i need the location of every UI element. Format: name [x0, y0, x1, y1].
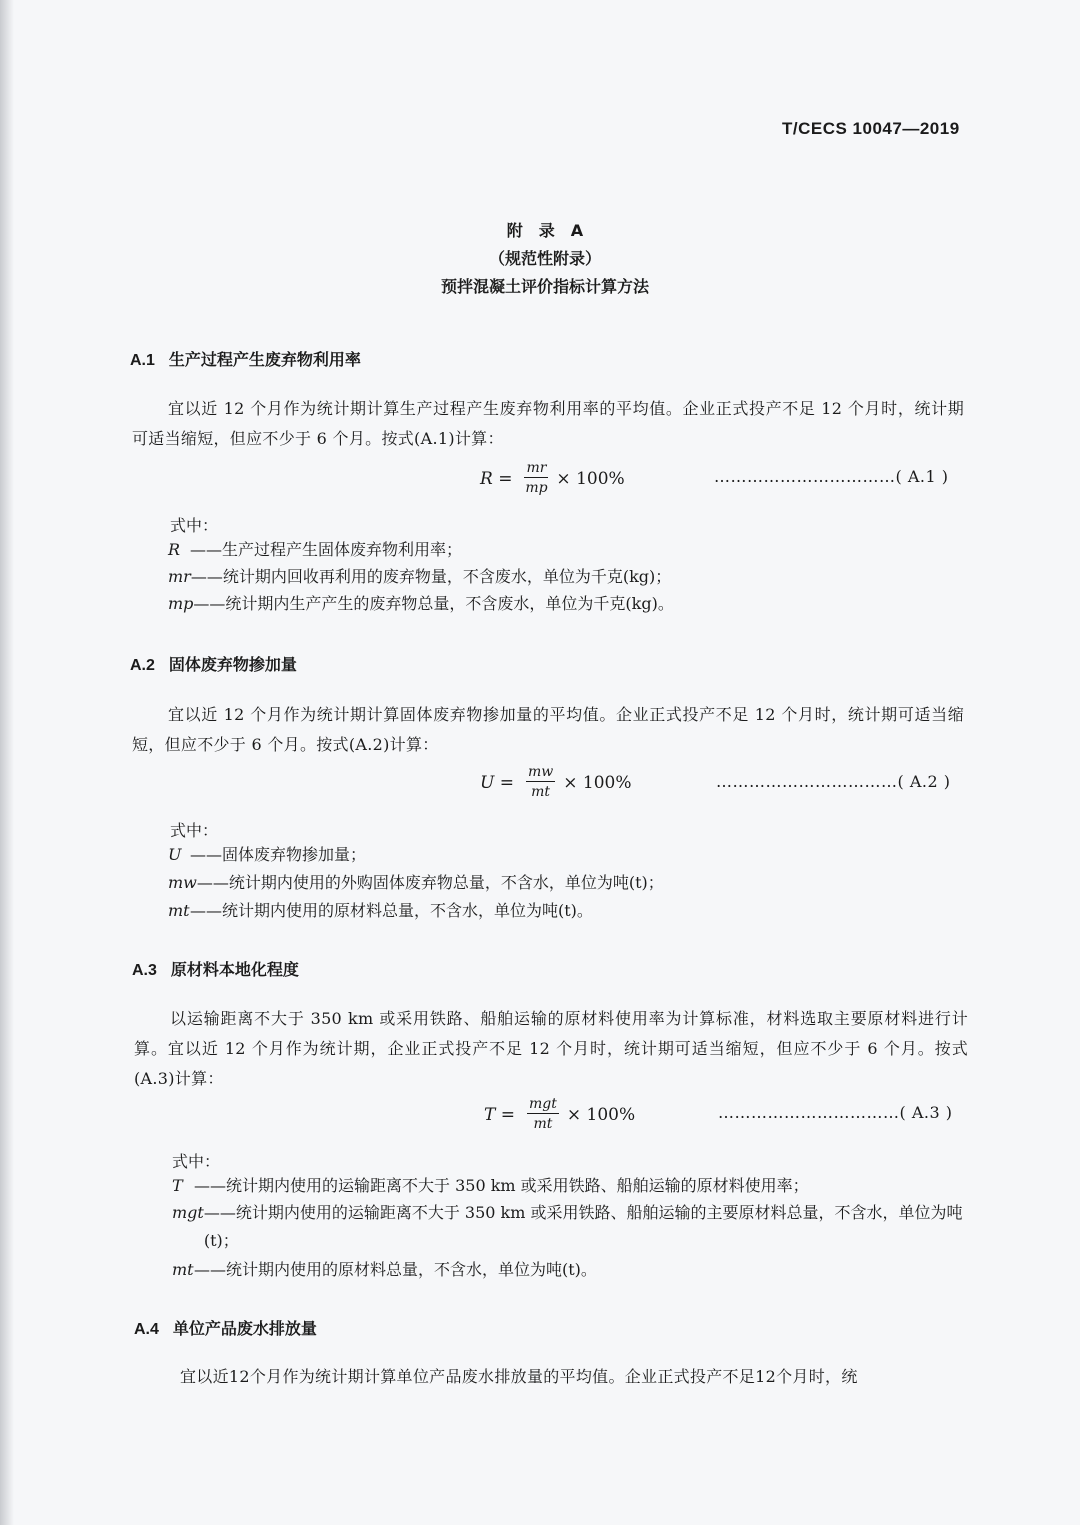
definition-item: [172, 1199, 964, 1255]
standard-number: T/CECS 10047—2019: [782, 119, 960, 138]
where-label: 式中：: [170, 516, 219, 535]
formula-fraction: [524, 460, 548, 497]
formula-a2: [480, 764, 632, 801]
formula-a3: [484, 1096, 635, 1133]
formula-lhs: R =: [480, 468, 513, 489]
definition-text: ——统计期内使用的运输距离不大于 350 km 或采用铁路、船舶运输的原材料使用率；: [194, 1176, 809, 1195]
section-heading-a4: [134, 1316, 317, 1339]
definition-symbol: mgt: [172, 1203, 204, 1222]
definition-text: ——统计期内生产产生的废弃物总量，不含废水，单位为千克(kg)。: [193, 594, 674, 613]
section-number: A.4: [134, 1321, 159, 1338]
section-title: 单位产品废水排放量: [172, 1319, 317, 1338]
definition-text: ——统计期内使用的运输距离不大于 350 km 或采用铁路、船舶运输的主要原材料总量，不含水，单位为吨(t)；: [203, 1203, 963, 1250]
definition-item: [168, 869, 664, 897]
section-heading-a3: [132, 957, 299, 980]
equation-number: ……………………………( A.2 ): [716, 772, 951, 791]
definition-text: ——统计期内使用的外购固体废弃物总量，不含水，单位为吨(t)；: [196, 873, 664, 892]
formula-fraction: [526, 764, 555, 801]
section-title: 固体废弃物掺加量: [168, 655, 297, 674]
formula-a1: [480, 460, 625, 497]
appendix-heading: 预拌混凝土评价指标计算方法: [440, 277, 649, 296]
equation-number: ……………………………( A.3 ): [718, 1103, 953, 1122]
definition-symbol: mp: [168, 594, 194, 613]
definition-symbol: mt: [172, 1260, 194, 1279]
section-heading-a1: [130, 347, 361, 370]
definition-text: ——生产过程产生固体废弃物利用率；: [190, 540, 463, 559]
formula-multiplier: × 100%: [566, 1104, 636, 1125]
definition-text: ——统计期内使用的原材料总量，不含水，单位为吨(t)。: [194, 1260, 597, 1279]
formula-fraction: [527, 1096, 559, 1133]
definition-text: ——统计期内回收再利用的废弃物量，不含废水，单位为千克(kg)；: [190, 567, 672, 586]
definition-item: [168, 590, 674, 618]
definition-item: [172, 1256, 597, 1284]
section-title: 原材料本地化程度: [170, 960, 299, 979]
section-paragraph: 宜以近 12 个月作为统计期计算固体废弃物掺加量的平均值。企业正式投产不足 12 个月时，统计期可适当缩短，但应不少于 6 个月。按式(A.2)计算：: [132, 705, 964, 754]
definition-text: ——统计期内使用的原材料总量，不含水，单位为吨(t)。: [190, 901, 593, 920]
definition-symbol: R: [168, 540, 181, 559]
where-label: 式中：: [170, 821, 219, 840]
section-paragraph: 以运输距离不大于 350 km 或采用铁路、船舶运输的原材料使用率为计算标准，材料选取主要原材料进行计算。宜以近 12 个月作为统计期，企业正式投产不足 12 个月时，统计期可适当缩短，但应不少于 6 个月。按式(A.3)计算：: [134, 1009, 968, 1088]
appendix-title: 附 录 A: [506, 221, 584, 240]
formula-numerator: mw: [527, 764, 554, 780]
definition-symbol: mw: [168, 873, 197, 892]
definition-text: ——固体废弃物掺加量；: [190, 845, 367, 864]
formula-multiplier: × 100%: [556, 468, 625, 489]
formula-numerator: mgt: [529, 1096, 557, 1112]
definition-item: [168, 536, 462, 564]
where-label: 式中：: [172, 1152, 221, 1171]
equation-number: ……………………………( A.1 ): [714, 467, 949, 486]
formula-lhs: T =: [484, 1104, 515, 1125]
definition-item: [168, 841, 366, 869]
appendix-subtitle: （规范性附录）: [488, 249, 601, 268]
section-number: A.2: [130, 657, 155, 674]
definition-item: [168, 563, 671, 591]
section-paragraph: 宜以近 12 个月作为统计期计算生产过程产生废弃物利用率的平均值。企业正式投产不足 12 个月时，统计期可适当缩短，但应不少于 6 个月。按式(A.1)计算：: [132, 399, 964, 448]
definition-symbol: U: [168, 845, 182, 864]
section-title: 生产过程产生废弃物利用率: [168, 350, 361, 369]
section-number: A.1: [130, 352, 155, 369]
definition-item: [172, 1172, 809, 1200]
section-heading-a2: [130, 652, 297, 675]
formula-denominator: mt: [531, 784, 551, 800]
formula-denominator: mt: [533, 1116, 553, 1132]
section-number: A.3: [132, 962, 157, 979]
formula-multiplier: × 100%: [563, 772, 632, 793]
formula-denominator: mp: [525, 480, 548, 496]
definition-symbol: T: [172, 1176, 183, 1195]
definition-symbol: mr: [168, 567, 191, 586]
definition-symbol: mt: [168, 901, 190, 920]
section-paragraph: 宜以近12个月作为统计期计算单位产品废水排放量的平均值。企业正式投产不足12个月时，统: [180, 1367, 858, 1386]
formula-numerator: mr: [526, 460, 547, 476]
formula-lhs: U =: [480, 772, 514, 793]
definition-item: [168, 897, 593, 925]
